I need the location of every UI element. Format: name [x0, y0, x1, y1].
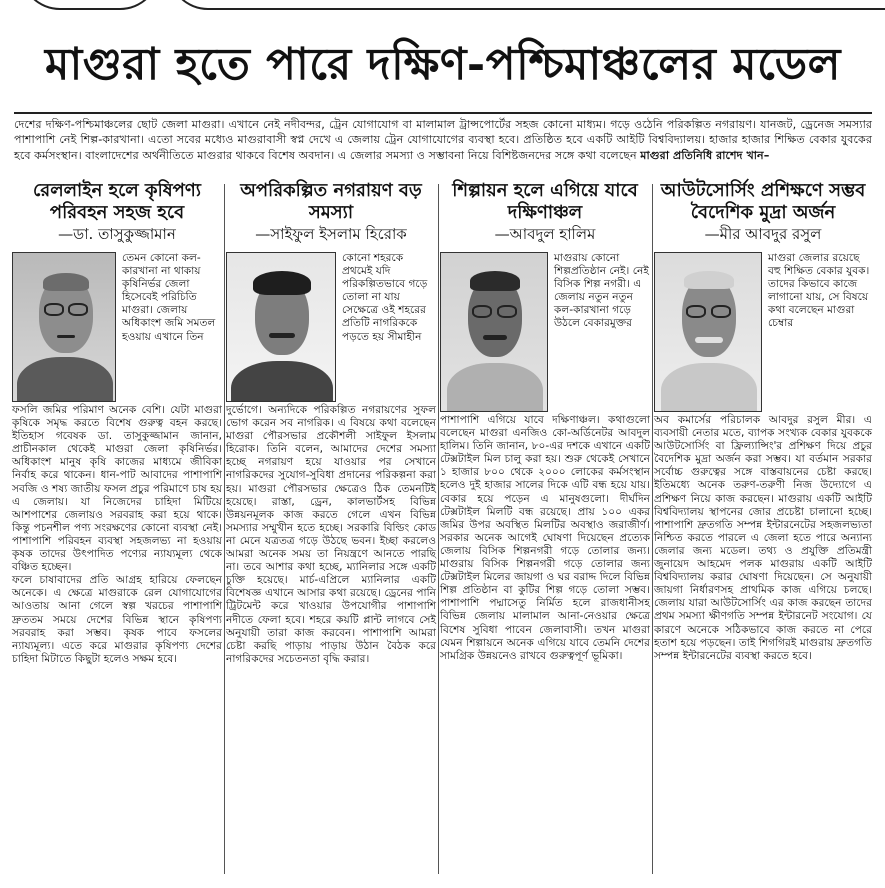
- article-title: অপরিকল্পিত নগরায়ণ বড় সমস্যা: [240, 180, 422, 223]
- top-border-right-arc: [168, 0, 885, 10]
- article-body: [226, 404, 436, 666]
- article-title: রেললাইন হলে কৃষিপণ্য পরিবহন সহজ হবে: [33, 180, 201, 223]
- column-divider: [224, 184, 225, 874]
- article-side-text: মাগুরা জেলার রয়েছে বহু শিক্ষিত বেকার যুবক। তাদের কিভাবে কাজে লাগানো যায়, সে বিষয়ে কথা বলেছেন মাগুরা চেম্বার: [768, 252, 870, 330]
- article-byline: —মীর আবদুর রসুল: [704, 225, 822, 243]
- article-paragraph: ফসলি জমির পরিমাণ অনেক বেশি। যেটা মাগুরা কৃষিকে সমৃদ্ধ করতে বিশেষ গুরুত্ব বহন করছে। ইতিহাস গবেষক ডা. তাসুকুজ্জামান জানান, প্রাচীনকাল থেকেই মাগুরা জেলা কৃষিনির্ভর। অধিকাংশ মানুষ কৃষি কাজের মাধ্যমে জীবিকা নির্বাহ করে থাকেন। ধান-পাট আবাদের পাশাপাশি সবজি ও শষ্য জাতীয় ফসল প্রচুর পরিমাণে চাষ হয় এ জেলায়। যা নিজেদের চাহিদা মিটিয়ে আশপাশের জেলায়ও সরবরাহ করা হয়ে থাকে। কিন্তু পচনশীল পণ্য সংরক্ষণের কোনো ব্যবস্থা নেই। পাশাপাশি পরিবহন ব্যবস্থা সহজলভ্য না হওয়ায় কৃষক তাদের উৎপাদিত পণ্যের ন্যায্যমূল্য থেকে বঞ্চিত হচ্ছেন।: [12, 404, 222, 574]
- article-paragraph: দুর্ভোগে। অন্যদিকে পরিকল্পিত নগরায়ণের সুফল ভোগ করেন সব নাগরিক। এ বিষয়ে কথা বলেছেন মাগুরা পৌরসভার প্রকৌশলী সাইফুল ইসলাম হিরোক। তিনি বলেন, আমাদের দেশের সমস্যা হচ্ছে নগরায়ণ হয়ে যাওয়ার পর সেখানে নাগরিকদের সুযোগ-সুবিধা প্রদানের পরিকল্পনা করা হয়। মাগুরা পৌরসভার ক্ষেত্রেও ঠিক তেমনটিই হয়েছে। রাস্তা, ড্রেন, কালভার্টসহ বিভিন্ন উন্নয়নমূলক কাজ করতে গেলে এখন বিভিন্ন সমস্যার সম্মুখীন হতে হচ্ছে। সরকারি বিল্ডিং কোড না মেনে যত্রতত্র গড়ে উঠছে ভবন। ইচ্ছা করলেও আমরা অনেক সময় তা নিয়ন্ত্রণে আনতে পারছি না। তবে আশার কথা হচ্ছে, ম্যানিলার সঙ্গে একটি চুক্তি হয়েছে। মার্চ-এপ্রিলে ম্যানিলার একটি বিশেষজ্ঞ এখানে আসার কথা রয়েছে। ড্রেনের পানি ট্রিটমেন্ট করে খাওয়ার উপযোগীর পাশাপাশি নদীতে ফেলা হবে। শহরে কয়টি প্লান্ট লাগবে সেই অনুযায়ী তারা কাজ করবেন। পাশাপাশি আমরা চেষ্টা করছি পাড়ায় পাড়ায় উঠান বৈঠক করে নাগরিকদের সচেতনতা বৃদ্ধি করার।: [226, 404, 436, 665]
- headline-rule: [14, 112, 872, 114]
- headline: মাগুরা হতে পারে দক্ষিণ-পশ্চিমাঞ্চলের মডেল: [45, 39, 841, 90]
- intro-paragraph: [14, 117, 872, 163]
- intro-text: দেশের দক্ষিণ-পশ্চিমাঞ্চলের ছোট জেলা মাগুরা। এখানে নেই নদীবন্দর, ট্রেন যোগাযোগ বা মালামাল ট্রান্সপোর্টের সহজ কোনো মাধ্যম। গড়ে ওঠেনি পরিকল্পিত নগরায়ণ। যানজট, ড্রেনেজ সমস্যার পাশাপাশি নেই শিল্প-কারখানা। এতো সবের মধ্যেও মাগুরাবাসী স্বপ্ন দেখে এ জেলায় ট্রেন যোগাযোগের ব্যবস্থা হবে। প্রতিষ্ঠিত হবে একটি আইটি বিশ্ববিদ্যালয়। হাজার হাজার শিক্ষিত বেকার যুবকের হবে কর্মসংস্থান। বাংলাদেশের অর্থনীতিতে মাগুরার থাকবে বিশেষ অবদান। এ জেলার সমস্যা ও সম্ভাবনা নিয়ে বিশিষ্টজনদের সঙ্গে কথা বলেছেন: [14, 118, 872, 162]
- article-byline: —ডা. তাসুকুজ্জামান: [58, 225, 176, 243]
- page-top-border: [0, 0, 885, 14]
- article-body: [440, 414, 650, 663]
- article-column-2: [226, 180, 436, 880]
- top-border-left-arc: [20, 0, 160, 10]
- column-divider: [438, 184, 439, 874]
- article-title: শিল্পায়ন হলে এগিয়ে যাবে দক্ষিণাঞ্চল: [452, 180, 638, 223]
- portrait-photo: [226, 252, 336, 402]
- portrait-photo: [12, 252, 116, 402]
- article-title: আউটসোর্সিং প্রশিক্ষণে সম্ভব বৈদেশিক মুদ্রা অর্জন: [660, 180, 866, 223]
- portrait-photo: [654, 252, 762, 412]
- article-side-text: তেমন কোনো কল-কারখানা না থাকায় কৃষিনির্ভর জেলা হিসেবেই পরিচিতি মাগুরা। জেলায় অধিকাংশ জমি সমতল হওয়ায় এখানে তিন: [122, 252, 216, 343]
- article-byline: —সাইফুল ইসলাম হিরোক: [255, 225, 407, 243]
- intro-reporter: মাগুরা প্রতিনিধি রাশেদ খান–: [640, 148, 770, 162]
- article-body: [654, 414, 872, 663]
- article-side-text: মাগুরায় কোনো শিল্পপ্রতিষ্ঠান নেই। নেই বিসিক শিল্প নগরী। এ জেলায় নতুন নতুন কল-কারখানা গড়ে উঠলে বেকারমুক্তর: [554, 252, 649, 330]
- article-side-text: কোনো শহরকে প্রথমেই যদি পরিকল্পিতভাবে গড়ে তোলা না যায় সেক্ষেত্রে ওই শহরের প্রতিটি নাগরিককে পড়তে হয় সীমাহীন: [342, 252, 428, 343]
- article-column-1: [12, 180, 222, 880]
- article-paragraph: অব কমার্সের পরিচালক আবদুর রসুল মীর। এ ব্যবসায়ী নেতার মতে, ব্যাপক সংখ্যক বেকার যুবককে আউটসোর্সিং বা ফ্রিল্যান্সিং'র প্রশিক্ষণ দিয়ে প্রচুর বৈদেশিক মুদ্রা অর্জন করা সম্ভব। যা বর্তমান সরকার সর্বোচ্চ গুরুত্বের সঙ্গে বাস্তবায়নের চেষ্টা করছে। ইতিমধ্যে অনেক তরুণ-তরুণী নিজ উদ্যোগে এ প্রশিক্ষণ নিয়ে কাজ করছেন। মাগুরায় একটি আইটি বিশ্ববিদ্যালয় স্থাপনের জোর প্রচেষ্টা চালানো হচ্ছে। পাশাপাশি দ্রুতগতি সম্পন্ন ইন্টারনেটের সহজলভ্যতা নিশ্চিত করতে পারলে এ জেলা হতে পারে অন্যান্য জেলার জন্য মডেল। তথ্য ও প্রযুক্তি প্রতিমন্ত্রী জুনায়েদ আহমেদ পলক মাগুরায় একটি আইটি বিশ্ববিদ্যালয় করার ঘোষণা দিয়েছেন। সে অনুযায়ী জায়গা নির্ধারণসহ প্রাথমিক কাজ এগিয়ে চলছে। জেলায় যারা আউটসোর্সিং এর কাজ করছেন তাদের প্রথম সমস্যা ক্ষীণগতি সম্পন্ন ইন্টারনেট সংযোগ। যে কারণে অনেকে সঠিকভাবে কাজ করতে না পেরে হতাশ হয়ে পড়ছেন। তাই শিগগিরই মাগুরায় দ্রুতগতি সম্পন্ন ইন্টারনেটের ব্যবস্থা করতে হবে।: [654, 414, 872, 662]
- portrait-photo: [440, 252, 548, 412]
- article-column-3: [440, 180, 650, 880]
- article-paragraph: পাশাপাশি এগিয়ে যাবে দক্ষিণাঞ্চল। কথাগুলো বলেছেন মাগুরা এনজিও কো-অর্ডিনেটর আবদুল হালিম। তিনি জানান, ৮০-এর দশকে এখানে একটি টেক্সটাইল মিল চালু করা হয়। শুরু থেকেই সেখানে ১ হাজার ৮০০ থেকে ২০০০ লোকের কর্মসংস্থান হলেও দুই হাজার সালের দিকে এটি বন্ধ হয়ে যায়। বেকার হয়ে পড়েন এ মানুষগুলো। দীর্ঘদিন টেক্সটাইল মিলটি বন্ধ রয়েছে। প্রায় ১০০ একর জমির উপর অবস্থিত মিলটির অবস্থাও জরাজীর্ণ। সরকার অনেক আগেই ঘোষণা দিয়েছেন প্রত্যেক জেলায় বিসিক শিল্পনগরী গড়ে তোলার জন্য। মাগুরায় বিসিক শিল্পনগরী গড়ে তোলার জন্য টেক্সটাইল মিলের জায়গা ও ঘর বরাদ্দ দিলে বিভিন্ন শিল্প প্রতিষ্ঠান বা কুটির শিল্প গড়ে তোলা সম্ভব। পাশাপাশি পদ্মাসেতু নির্মিত হলে রাজধানীসহ বিভিন্ন জেলায় মালামাল আনা-নেওয়ার ক্ষেত্রে বিশেষ সুবিধা পাবেন জেলাবাসী। তখন মাগুরা যেমন শিল্পায়নে অনেক এগিয়ে যাবে তেমনি দেশের সামগ্রিক উন্নয়নেও রাখবে গুরুত্বপূর্ণ ভূমিকা।: [440, 414, 650, 662]
- article-column-4: [654, 180, 872, 880]
- article-byline: —আবদুল হালিম: [494, 225, 596, 243]
- article-body: [12, 404, 222, 666]
- article-paragraph: ফলে চাষাবাদের প্রতি আগ্রহ হারিয়ে ফেলছেন অনেকে। এ ক্ষেত্রে মাগুরাকে রেল যোগাযোগের আওতায় আনা গেলে স্বল্প খরচের পাশাপাশি দ্রুততম সময়ে দেশের বিভিন্ন স্থানে কৃষিপণ্য সরবরাহ করা সম্ভব। কৃষক পাবে ফসলের ন্যায্যমূল্য। এতে করে মাগুরার কৃষিপণ্য দেশের চাহিদা মিটাতে কিছুটা হলেও সক্ষম হবে।: [12, 574, 222, 665]
- column-divider: [652, 184, 653, 874]
